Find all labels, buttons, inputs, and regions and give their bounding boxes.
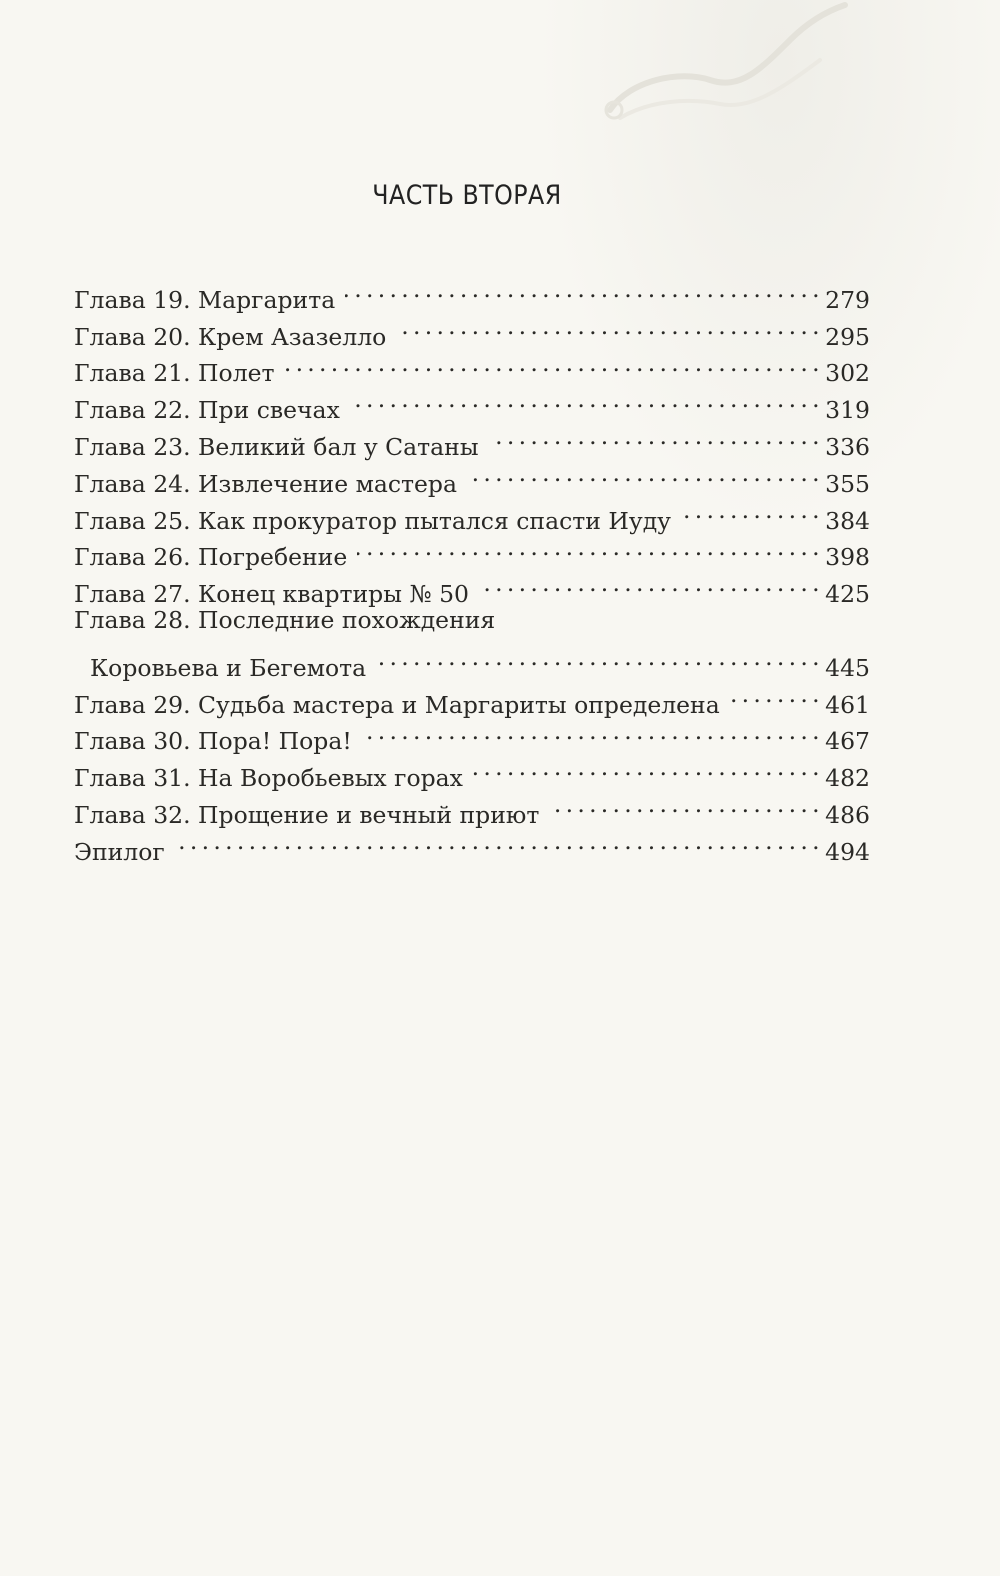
toc-leader-dots — [549, 786, 818, 823]
toc-entry-page: 482 — [825, 764, 870, 793]
toc-entry-title: Глава 25. Как прокуратор пытался спасти Иуду — [74, 506, 672, 535]
toc-entry-epilogue[interactable] — [74, 823, 870, 866]
toc-entry-title: Глава 24. Извлечение мастера — [74, 469, 457, 498]
toc-entry-title: Эпилог — [74, 837, 165, 866]
toc-entry-title: Глава 31. На Воробьевых горах — [74, 764, 463, 793]
toc-leader-dots — [396, 308, 818, 345]
toc-entry-page: 494 — [825, 837, 870, 866]
toc-entry-continuation[interactable] — [74, 639, 870, 682]
toc-entry-title: Глава 20. Крем Азазелло — [74, 322, 387, 351]
toc-leader-dots — [362, 713, 818, 750]
toc-entry-page: 461 — [825, 690, 870, 719]
toc-leader-dots — [730, 676, 818, 713]
toc-leader-dots — [175, 823, 818, 860]
toc-leader-dots — [489, 418, 818, 455]
toc-entry-page: 319 — [825, 396, 870, 425]
toc-leader-dots — [479, 565, 818, 602]
toc-entry[interactable] — [74, 271, 870, 314]
toc-entry-page: 398 — [825, 543, 870, 572]
table-of-contents — [74, 271, 870, 866]
toc-entry-page: 384 — [825, 506, 870, 535]
toc-entry-title: Глава 28. Последние похождения — [74, 606, 496, 635]
toc-leader-dots — [357, 529, 818, 566]
toc-leader-dots — [376, 639, 818, 676]
toc-entry-page: 355 — [825, 469, 870, 498]
toc-entry-page: 425 — [825, 580, 870, 609]
decorative-flourish-icon — [590, 0, 850, 140]
toc-entry-page: 302 — [825, 359, 870, 388]
toc-entry-page: 467 — [825, 727, 870, 756]
toc-entry-title: Глава 22. При свечах — [74, 396, 340, 425]
toc-entry-page: 486 — [825, 800, 870, 829]
toc-leader-dots — [681, 492, 818, 529]
toc-entry-title: Коровьева и Бегемота — [90, 653, 367, 682]
toc-entry-title: Глава 30. Пора! Пора! — [74, 727, 352, 756]
toc-leader-dots — [345, 271, 818, 308]
toc-entry-page: 336 — [825, 432, 870, 461]
toc-entry-title: Глава 19. Маргарита — [74, 285, 336, 314]
toc-entry-title: Глава 26. Погребение — [74, 543, 348, 572]
toc-leader-dots — [285, 345, 818, 382]
toc-entry-page: 279 — [825, 285, 870, 314]
toc-entry-page: 295 — [825, 322, 870, 351]
toc-entry-page: 445 — [825, 653, 870, 682]
toc-entry-title: Глава 21. Полет — [74, 359, 275, 388]
toc-entry-title: Глава 29. Судьба мастера и Маргариты определена — [74, 690, 720, 719]
toc-leader-dots — [350, 381, 818, 418]
toc-leader-dots — [467, 455, 818, 492]
toc-entry-title: Глава 32. Прощение и вечный приют — [74, 800, 540, 829]
toc-leader-dots — [473, 749, 818, 786]
toc-entry-title: Глава 27. Конец квартиры № 50 — [74, 580, 470, 609]
toc-entry[interactable] — [74, 602, 870, 639]
part-title: ЧАСТЬ ВТОРАЯ — [372, 180, 562, 211]
toc-entry-title: Глава 23. Великий бал у Сатаны — [74, 432, 479, 461]
